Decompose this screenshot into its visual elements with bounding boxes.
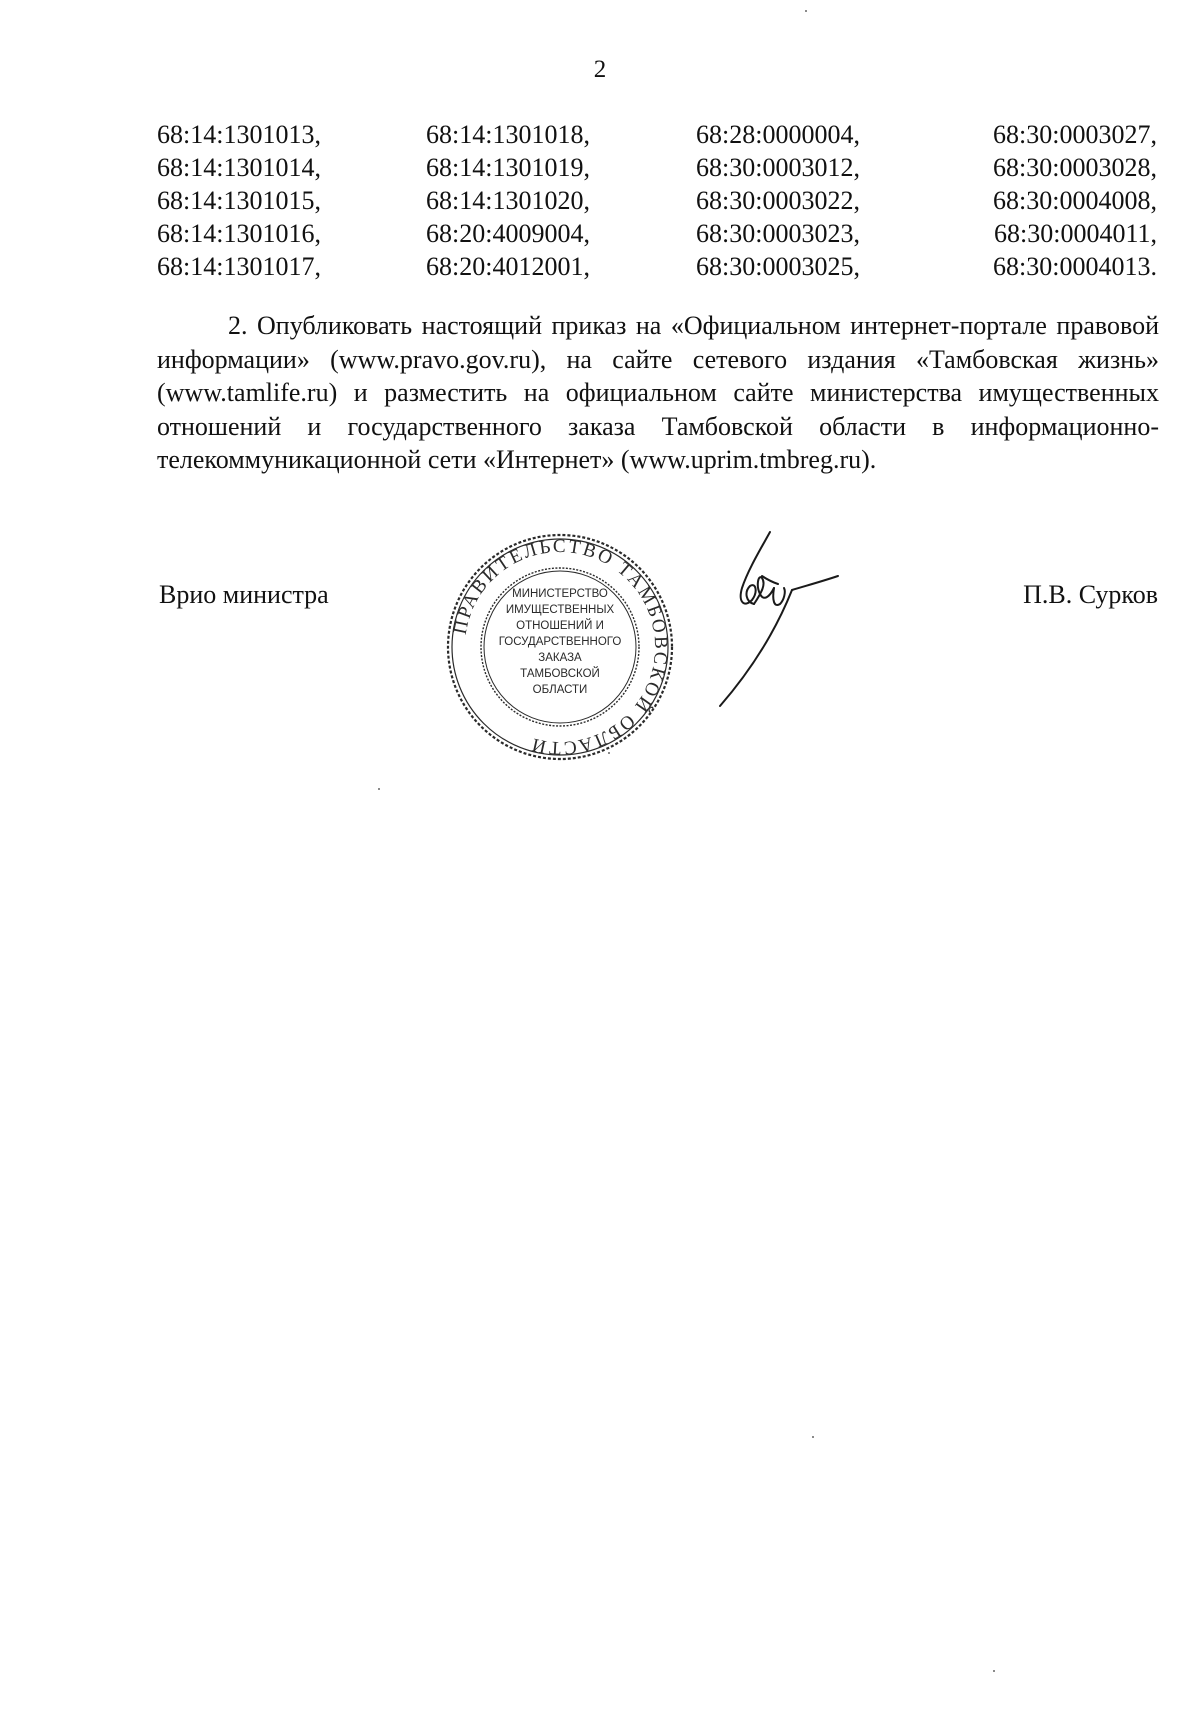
cadastral-row: [157, 250, 1157, 283]
svg-text:ЗАКАЗА: ЗАКАЗА: [538, 652, 582, 664]
cadastral-number-list: [157, 118, 1157, 283]
cadastral-number: 68:14:1301015,: [157, 186, 321, 215]
cadastral-number: 68:30:0004008,: [993, 186, 1157, 215]
cadastral-number: 68:20:4012001,: [426, 252, 590, 281]
scan-speck: [608, 752, 610, 754]
cadastral-number: 68:30:0003012,: [696, 153, 860, 182]
cadastral-row: [157, 118, 1157, 151]
svg-text:ИМУЩЕСТВЕННЫХ: ИМУЩЕСТВЕННЫХ: [505, 604, 615, 616]
cadastral-number: 68:14:1301016,: [157, 219, 321, 248]
cadastral-number: 68:30:0004013.: [993, 252, 1157, 281]
cadastral-number: 68:30:0003027,: [993, 120, 1157, 149]
cadastral-number: 68:30:0004011,: [994, 219, 1157, 248]
stamp-inner-text: [499, 588, 622, 696]
page-number: 2: [593, 56, 607, 83]
scan-speck: [812, 1436, 814, 1438]
publication-paragraph: 2. Опубликовать настоящий приказ на «Официальном интернет-портале правовой информации» (www.pravo.gov.ru), на сайте сетевого издания «Тамбовская жизнь» (www.tamlife.ru) и разместить на официальном сайте министерства имущественных отношений и государственного заказа Тамбовской области в информационно-телекоммуникационной сети «Интернет» (www.uprim.tmbreg.ru).: [157, 311, 1159, 474]
handwritten-signature: [700, 530, 840, 710]
cadastral-row: [157, 217, 1157, 250]
svg-text:МИНИСТЕРСТВО: МИНИСТЕРСТВО: [512, 588, 608, 600]
svg-text:ТАМБОВСКОЙ: ТАМБОВСКОЙ: [520, 668, 600, 680]
signatory-name: П.В. Сурков: [1023, 580, 1158, 609]
cadastral-row: [157, 184, 1157, 217]
cadastral-number: 68:14:1301020,: [426, 186, 590, 215]
scan-speck: [378, 788, 380, 790]
cadastral-number: 68:28:0000004,: [696, 120, 860, 149]
cadastral-number: 68:14:1301018,: [426, 120, 590, 149]
signatory-position: Врио министра: [159, 580, 329, 609]
cadastral-number: 68:30:0003025,: [696, 252, 860, 281]
svg-text:ГОСУДАРСТВЕННОГО: ГОСУДАРСТВЕННОГО: [498, 636, 622, 648]
cadastral-number: 68:14:1301014,: [157, 153, 321, 182]
scan-speck: [805, 10, 807, 12]
cadastral-number: 68:30:0003023,: [696, 219, 860, 248]
cadastral-number: 68:14:1301019,: [426, 153, 590, 182]
stamp-outer-text: ПРАВИТЕЛЬСТВО ТАМБОВСКОЙ ОБЛАСТИ: [449, 535, 672, 759]
cadastral-number: 68:30:0003028,: [993, 153, 1157, 182]
cadastral-number: 68:14:1301017,: [157, 252, 321, 281]
cadastral-row: [157, 151, 1157, 184]
svg-text:ОТНОШЕНИЙ И: ОТНОШЕНИЙ И: [516, 620, 604, 632]
cadastral-number: 68:14:1301013,: [157, 120, 321, 149]
official-stamp-seal: [440, 527, 680, 767]
cadastral-number: 68:20:4009004,: [426, 219, 590, 248]
cadastral-number: 68:30:0003022,: [696, 186, 860, 215]
svg-text:ОБЛАСТИ: ОБЛАСТИ: [532, 684, 588, 696]
scan-speck: [993, 1670, 995, 1672]
